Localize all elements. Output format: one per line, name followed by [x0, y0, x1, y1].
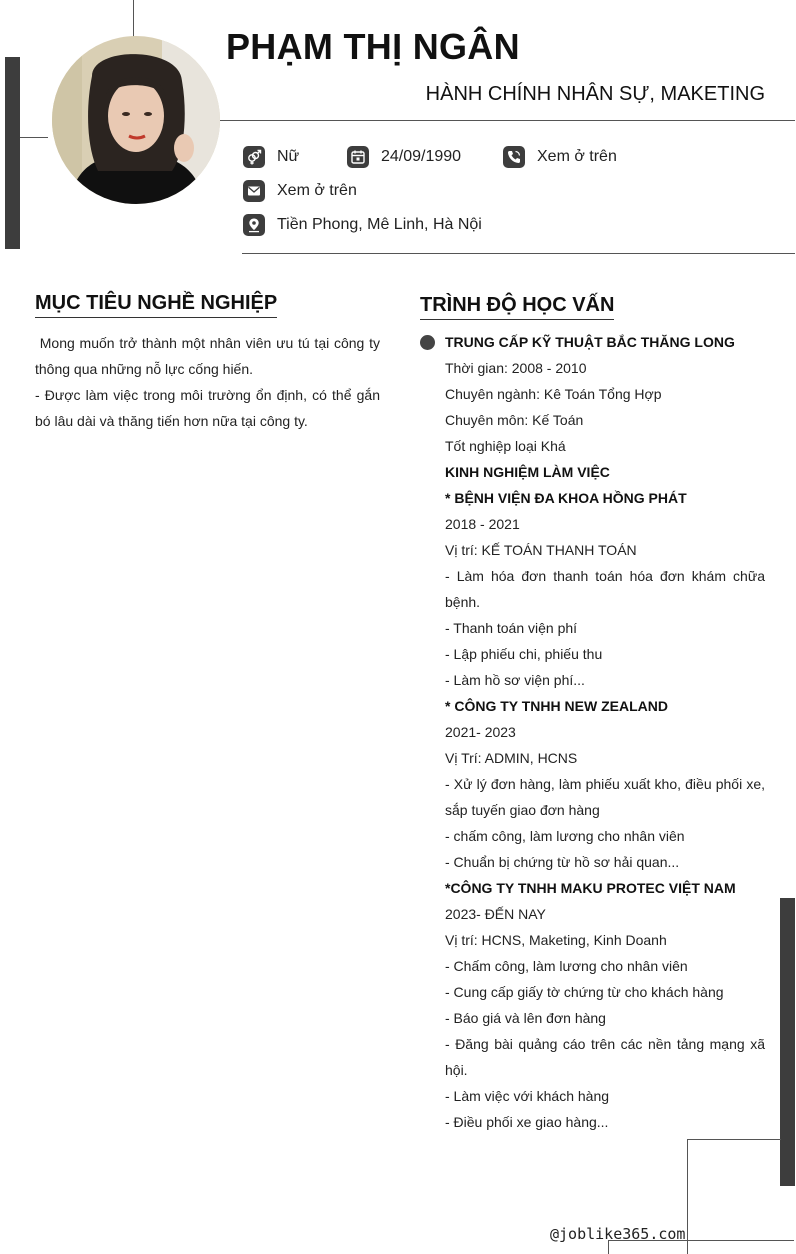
education-detail-line: Thời gian: 2008 - 2010	[445, 360, 587, 376]
location-pin-icon	[243, 214, 265, 236]
gender-row	[243, 146, 299, 168]
address-value: Tiền Phong, Mê Linh, Hà Nội	[277, 216, 482, 233]
objective-line: Mong muốn trở thành một nhân viên ưu tú tại công ty thông qua những nỗ lực cống hiến.	[35, 335, 384, 377]
objective-heading: MỤC TIÊU NGHỀ NGHIỆP	[35, 292, 277, 318]
corner-line-top	[687, 1139, 781, 1140]
education-detail-line: - Làm hóa đơn thanh toán hóa đơn khám chữa bệnh.	[445, 568, 765, 610]
phone-value: Xem ở trên	[537, 148, 617, 165]
objective-text	[35, 330, 384, 434]
phone-icon	[503, 146, 525, 168]
education-detail-line: 2021- 2023	[445, 724, 516, 740]
education-detail-line: - Báo giá và lên đơn hàng	[445, 1010, 606, 1026]
education-heading-line: * CÔNG TY TNHH NEW ZEALAND	[445, 698, 668, 714]
top-connector-line	[133, 0, 134, 38]
calendar-icon	[347, 146, 369, 168]
education-detail-line: - Xử lý đơn hàng, làm phiếu xuất kho, điều phối xe, sắp tuyến giao đơn hàng	[445, 776, 765, 818]
education-detail-line: - Điều phối xe giao hàng...	[445, 1114, 609, 1130]
education-detail-line: 2018 - 2021	[445, 516, 520, 532]
job-title: HÀNH CHÍNH NHÂN SỰ, MAKETING	[425, 83, 765, 105]
education-detail-line: Vị Trí: ADMIN, HCNS	[445, 750, 578, 766]
phone-row	[503, 146, 617, 168]
education-heading: TRÌNH ĐỘ HỌC VẤN	[420, 294, 614, 320]
candidate-name: PHẠM THỊ NGÂN	[226, 26, 520, 67]
gender-icon	[243, 146, 265, 168]
education-detail-line: - Cung cấp giấy tờ chứng từ cho khách hàng	[445, 984, 724, 1000]
education-heading-line: KINH NGHIỆM LÀM VIỆC	[445, 464, 610, 480]
education-detail-line: Chuyên môn: Kế Toán	[445, 412, 584, 428]
education-detail-line: 2023- ĐẾN NAY	[445, 906, 546, 922]
avatar	[52, 36, 220, 204]
education-detail-line: - Lập phiếu chi, phiếu thu	[445, 646, 603, 662]
education-detail-line: - Làm hồ sơ viện phí...	[445, 672, 585, 688]
email-value: Xem ở trên	[277, 182, 357, 199]
email-row	[243, 180, 357, 202]
objective-line: - Được làm việc trong môi trường ổn định, có thể gắn bó lâu dài và thăng tiến hơn nữa tại công ty.	[35, 387, 380, 429]
envelope-icon	[243, 180, 265, 202]
education-detail-line: - chấm công, làm lương cho nhân viên	[445, 828, 685, 844]
education-detail-line: Chuyên ngành: Kê Toán Tổng Hợp	[445, 386, 662, 402]
address-row	[243, 214, 482, 236]
education-detail-line: - Đăng bài quảng cáo trên các nền tảng mạng xã hội.	[445, 1036, 765, 1078]
education-detail-line: - Thanh toán viện phí	[445, 620, 578, 636]
education-detail-line: - Chuẩn bị chứng từ hồ sơ hải quan...	[445, 854, 680, 870]
education-detail-line: Tốt nghiệp loại Khá	[445, 438, 566, 454]
watermark-text: @joblike365.com	[550, 1225, 686, 1243]
education-heading-line: TRUNG CẤP KỸ THUẬT BẮC THĂNG LONG	[445, 334, 735, 350]
gender-value: Nữ	[277, 148, 300, 165]
left-connector-line	[20, 137, 48, 138]
birthdate-row	[347, 146, 461, 168]
education-detail-line: - Chấm công, làm lương cho nhân viên	[445, 958, 688, 974]
education-detail-line: Vị trí: KẾ TOÁN THANH TOÁN	[445, 542, 637, 558]
education-detail-line: - Làm việc với khách hàng	[445, 1088, 610, 1104]
right-accent-bar	[780, 898, 795, 1186]
education-detail-line: Vị trí: HCNS, Maketing, Kinh Doanh	[445, 932, 667, 948]
education-experience-list	[445, 329, 765, 1135]
profile-photo	[52, 36, 220, 204]
education-heading-line: * BỆNH VIỆN ĐA KHOA HỒNG PHÁT	[445, 490, 687, 506]
education-heading-line: *CÔNG TY TNHH MAKU PROTEC VIỆT NAM	[445, 880, 736, 896]
birthdate-value: 24/09/1990	[381, 148, 462, 165]
left-accent-bar	[5, 57, 20, 249]
corner-line-vertical	[687, 1139, 688, 1254]
timeline-bullet-icon	[420, 335, 435, 350]
info-divider	[242, 253, 795, 254]
header-divider	[216, 120, 795, 121]
